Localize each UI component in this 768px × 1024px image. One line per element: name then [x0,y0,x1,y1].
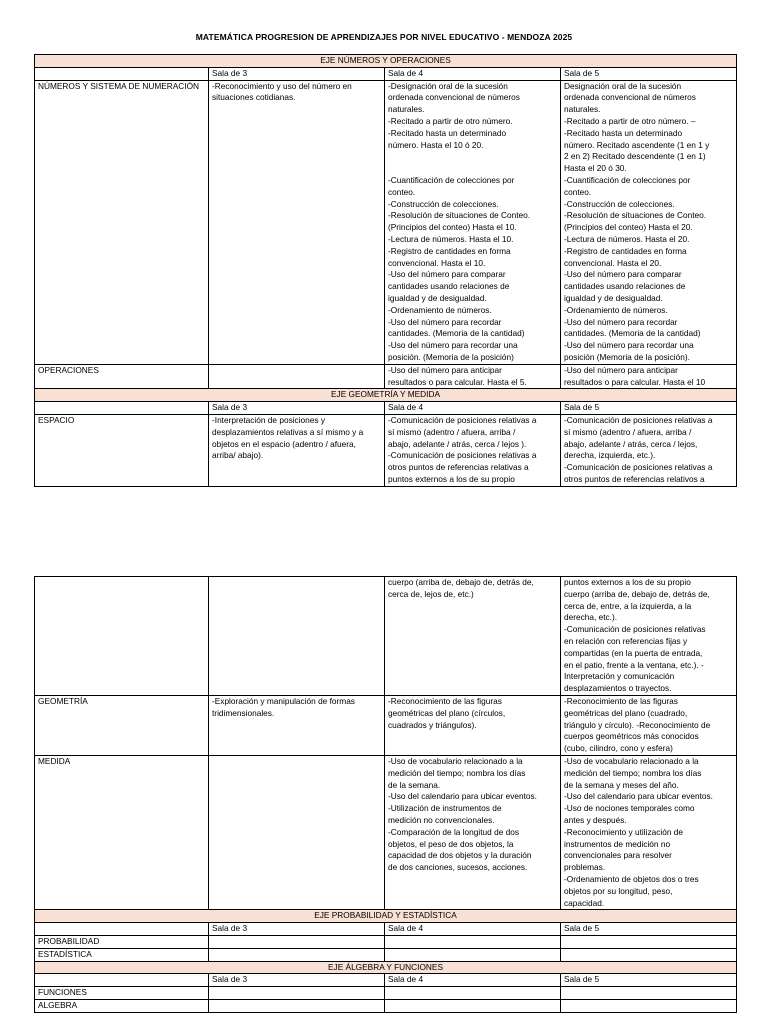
cell-line: Designación oral de la sucesión [564,80,682,91]
axis-title: EJE PROBABILIDAD Y ESTADÍSTICA [35,910,737,923]
document-title: MATEMÁTICA PROGRESION DE APRENDIZAJES POR NIVEL EDUCATIVO - MENDOZA 2025 [195,32,573,42]
row-label: ESPACIO [35,414,209,486]
column-header-sala-3: Sala de 3 [209,923,385,936]
cell-line: -Exploración y manipulación de formas [212,695,355,706]
cell-line: arriba/ abajo). [212,450,264,461]
column-header-row [35,974,737,987]
cell-line: abajo, adelante / atrás, cerca / lejos, [564,438,698,449]
row-label: MEDIDA [35,755,209,909]
table-row [35,935,737,948]
column-header-row [35,67,737,80]
column-header-sala-4: Sala de 4 [385,402,561,415]
column-header-sala-5: Sala de 5 [561,67,737,80]
cell-line: -Comunicación de posiciones relativas a [564,462,713,473]
cell-sala-3 [209,695,385,755]
cell-line: capacidad de dos objetos y la duración [388,850,532,861]
cell-sala-5 [561,755,737,909]
cell-line: cantidades usando relaciones de [388,281,510,292]
row-label: ESTADÍSTICA [35,948,209,961]
cell-line: -Comunicación de posiciones relativas a [564,414,713,425]
table-row [35,364,737,389]
column-header-sala-3: Sala de 3 [209,67,385,80]
column-header-row [35,923,737,936]
cell-line: -Uso de nociones temporales como [564,803,695,814]
cell-line: -Registro de cantidades en forma [388,245,511,256]
cell-line: cuerpos geométricos más conocidos [564,731,699,742]
cell-line: -Uso del calendario para ubicar eventos. [564,791,713,802]
cell-line: -Uso de vocabulario relacionado a la [388,755,523,766]
cell-sala-4 [385,695,561,755]
cell-line: de la semana. [388,779,441,790]
cell-line: cuerpo (arriba de, debajo de, detrás de, [564,588,710,599]
cell-line: número. Recitado ascendente (1 en 1 y [564,139,710,150]
cell-sala-5 [561,414,737,486]
cell-line: convencionales para resolver [564,850,672,861]
cell-sala-3 [209,80,385,364]
cell-line: de dos canciones, sucesos, acciones. [388,862,528,873]
cell-line: resultados o para calcular. Hasta el 5. [388,376,527,387]
cell-line: geométricas del plano (círculos, [388,707,506,718]
table-row [35,577,737,696]
cell-line: -Uso del número para recordar una [388,340,518,351]
cell-line: -Ordenamiento de números. [564,304,668,315]
cell-line: -Interpretación de posiciones y [212,414,325,425]
table-row [35,999,737,1012]
cell-line: -Comunicación de posiciones relativas [564,624,706,635]
axis-title: EJE GEOMETRÍA Y MEDIDA [35,389,737,402]
cell-line: objetos en el espacio (adentro / afuera, [212,438,356,449]
cell-line: tridimensionales. [212,707,275,718]
cell-line: -Uso del número para recordar [564,316,678,327]
column-header-sala-4: Sala de 4 [385,67,561,80]
cell-line: -Comunicación de posiciones relativas a [388,414,537,425]
cell-line: -Ordenamiento de números. [388,304,492,315]
cell-line: -Uso del número para comparar [564,269,682,280]
cell-sala-4 [385,80,561,364]
cell-line: puntos externos a los de su propio [388,473,515,484]
cell-line: -Reconocimiento y uso del número en [212,80,352,91]
column-header-sala-5: Sala de 5 [561,974,737,987]
cell-line: abajo, adelante / atrás, cerca / lejos ). [388,438,527,449]
axis-title: EJE ÁLGEBRA Y FUNCIONES [35,961,737,974]
cell-sala-3 [209,414,385,486]
cell-line: ordenada convencional de números [564,92,696,103]
cell-line: cantidades. (Memoria de la cantidad) [564,328,701,339]
cell-line: igualdad y de desigualdad. [388,292,487,303]
cell-line: -Uso del número para anticipar [388,364,502,375]
cell-sala-4 [385,364,561,389]
cell-line: capacidad. [564,897,605,908]
cell-line: -Comunicación de posiciones relativas a [388,450,537,461]
column-header-sala-3: Sala de 3 [209,974,385,987]
table-row [35,414,737,486]
cell-line: sí mismo (adentro / afuera, arriba / [388,426,516,437]
cell-line: Hasta el 20 ó 30. [564,163,627,174]
cell-line: resultados o para calcular. Hasta el 10 [564,376,706,387]
cell-line: cerca de, entre, a la izquierda, a la [564,600,692,611]
cell-line: otros puntos de referencias relativas a [388,462,529,473]
progression-table-page-1 [34,54,737,487]
cell-line: -Construcción de colecciones. [564,198,675,209]
cell-line: -Cuantificación de colecciones por [388,174,515,185]
column-header-sala-4: Sala de 4 [385,974,561,987]
cell-line: convencional. Hasta el 20. [564,257,662,268]
axis-header-algebra [35,961,737,974]
cell-line: en el patio, frente a la ventana, etc.). - [564,659,704,670]
axis-header-geometria [35,389,737,402]
cell-line: medición del tiempo; nombra los días [388,767,526,778]
cell-line: posición (Memoria de la posición). [564,351,690,362]
cell-line: desplazamientos o trayectos. [564,683,672,694]
cell-line: cuadrados y triángulos). [388,719,477,730]
cell-line: -Cuantificación de colecciones por [564,174,691,185]
cell-line: desplazamientos relativas a sí mismo y a [212,426,364,437]
column-header-sala-4: Sala de 4 [385,923,561,936]
cell-line: -Designación oral de la sucesión [388,80,508,91]
cell-line: -Lectura de números. Hasta el 20. [564,233,690,244]
cell-line: antes y después. [564,814,627,825]
cell-line: Interpretación y comunicación [564,671,675,682]
cell-line: naturales. [564,104,601,115]
cell-line: -Recitado hasta un determinado [564,127,683,138]
table-row [35,948,737,961]
cell-line: triángulo y círculo). -Reconocimiento de [564,719,711,730]
cell-line: número. Hasta el 10 ó 20. [388,139,484,150]
cell-line: -Resolución de situaciones de Conteo. [564,210,707,221]
cell-line: ordenada convencional de números [388,92,520,103]
cell-line: 2 en 2) Recitado descendente (1 en 1) [564,151,706,162]
cell-line: -Utilización de instrumentos de [388,803,502,814]
row-label: GEOMETRÍA [35,695,209,755]
cell-line: situaciones cotidianas. [212,92,296,103]
cell-line: en relación con referencias fijas y [564,635,688,646]
cell-line: geométricas del plano (cuadrado, [564,707,688,718]
cell-line: conteo. [388,186,416,197]
cell-line: -Reconocimiento y utilización de [564,826,683,837]
cell-line: -Construcción de colecciones. [388,198,499,209]
cell-block [388,175,557,364]
cell-line: derecha, etc.). [564,612,618,623]
column-header-sala-3: Sala de 3 [209,402,385,415]
cell-line: cuerpo (arriba de, debajo de, detrás de, [388,577,534,587]
progression-table-page-2 [34,576,737,1013]
cell-line: sí mismo (adentro / afuera, arriba / [564,426,692,437]
row-label: PROBABILIDAD [35,935,209,948]
cell-line: (Principios del conteo) Hasta el 20. [564,222,693,233]
cell-sala-5 [561,364,737,389]
cell-block [388,81,557,152]
cell-line: compartidas (en la puerta de entrada, [564,647,703,658]
cell-line: cantidades usando relaciones de [564,281,686,292]
column-header-row [35,402,737,415]
cell-line: -Uso de vocabulario relacionado a la [564,755,699,766]
cell-sala-5 [561,80,737,364]
cell-sala-4 [385,414,561,486]
cell-line: otros puntos de referencias relativos a [564,473,705,484]
cell-line: cerca de, lejos de, etc.) [388,588,474,599]
cell-line: naturales. [388,104,425,115]
cell-line: -Ordenamiento de objetos dos o tres [564,873,699,884]
axis-title: EJE NÚMEROS Y OPERACIONES [35,55,737,68]
cell-sala-5 [561,577,737,696]
axis-header-numeros [35,55,737,68]
cell-sala-3 [209,364,385,389]
cell-sala-3 [209,755,385,909]
column-header-sala-5: Sala de 5 [561,402,737,415]
cell-line: -Recitado a partir de otro número. – [564,115,696,126]
cell-line: -Lectura de números. Hasta el 10. [388,233,514,244]
table-row [35,80,737,364]
cell-line: (Principios del conteo) Hasta el 10. [388,222,517,233]
cell-sala-5 [561,695,737,755]
row-label: OPERACIONES [35,364,209,389]
cell-line: -Registro de cantidades en forma [564,245,687,256]
cell-line: convencional. Hasta el 10. [388,257,486,268]
cell-line: (cubo, cilindro, cono y esfera) [564,743,673,754]
cell-line: posición. (Memoria de la posición) [388,351,514,362]
cell-line: instrumentos de medición no [564,838,671,849]
cell-line: derecha, izquierda, etc.). [564,450,656,461]
cell-line: -Recitado hasta un determinado [388,127,507,138]
cell-line: objetos por su longitud, peso, [564,885,673,896]
cell-line: problemas. [564,862,606,873]
cell-line: -Reconocimiento de las figuras [388,695,502,706]
cell-line: -Comparación de la longitud de dos [388,826,519,837]
cell-line: de la semana y meses del año. [564,779,679,790]
cell-line: puntos externos a los de su propio [564,577,691,587]
cell-line: objetos, el peso de dos objetos, la [388,838,514,849]
row-label: FUNCIONES [35,987,209,1000]
cell-line: medición del tiempo; nombra los días [564,767,702,778]
cell-line: -Uso del número para anticipar [564,364,678,375]
table-row [35,987,737,1000]
cell-line: -Reconocimiento de las figuras [564,695,678,706]
column-header-sala-5: Sala de 5 [561,923,737,936]
table-row [35,755,737,909]
cell-sala-4 [385,755,561,909]
cell-line: -Uso del número para recordar [388,316,502,327]
cell-line: -Recitado a partir de otro número. [388,115,513,126]
cell-line: -Uso del calendario para ubicar eventos. [388,791,537,802]
cell-line: -Uso del número para comparar [388,269,506,280]
cell-line: -Resolución de situaciones de Conteo. [388,210,531,221]
cell-line: cantidades. (Memoria de la cantidad) [388,328,525,339]
cell-line: medición no convencionales. [388,814,495,825]
table-row [35,695,737,755]
row-label: NÚMEROS Y SISTEMA DE NUMERACIÓN [35,80,209,364]
row-label: ALGEBRA [35,999,209,1012]
cell-line: igualdad y de desigualdad. [564,292,663,303]
cell-line: conteo. [564,186,592,197]
cell-line: -Uso del número para recordar una [564,340,694,351]
axis-header-probabilidad [35,910,737,923]
cell-sala-4 [385,577,561,696]
